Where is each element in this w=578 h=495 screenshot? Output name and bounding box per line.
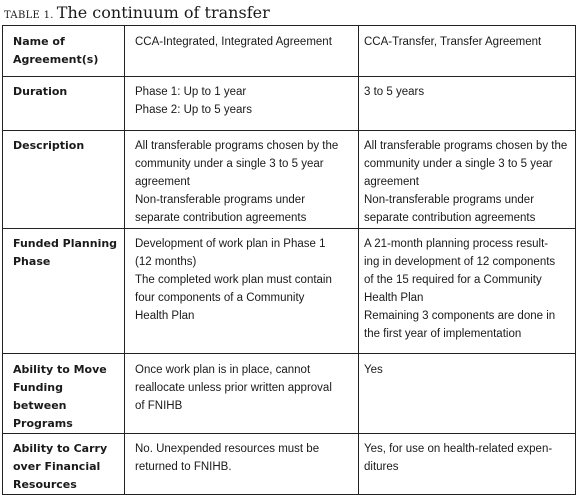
- label-line: Funding between: [13, 381, 67, 412]
- table-row: [3, 229, 576, 354]
- label-line: Resources: [13, 478, 77, 491]
- cell-transfer-carry-over: [359, 434, 576, 495]
- cell-transfer-duration: [359, 77, 576, 131]
- cell-line: Health Plan: [364, 292, 424, 304]
- label-line: Name of: [13, 35, 65, 48]
- cell-line: the first year of implementation: [364, 328, 522, 340]
- cell-transfer-name: [359, 26, 576, 77]
- table-row: [3, 131, 576, 229]
- label-line: Funded Planning: [13, 237, 118, 250]
- table-row: [3, 26, 576, 77]
- cell-integrated-name: [125, 26, 359, 77]
- cell-integrated-description: [125, 131, 359, 229]
- cell-line: Phase 1: Up to 1 year: [135, 86, 247, 98]
- label-line: Programs: [13, 417, 73, 430]
- table-row: [3, 354, 576, 434]
- cell-transfer-move-funding: [359, 354, 576, 434]
- cell-line: Non-transferable programs under: [364, 194, 535, 206]
- cell-line: Phase 2: Up to 5 years: [135, 104, 252, 116]
- label-line: Duration: [13, 85, 68, 98]
- cell-line: separate contribution agreements: [364, 212, 536, 224]
- label-line: Ability to Move: [13, 363, 107, 376]
- cell-line: agreement: [135, 176, 190, 188]
- cell-integrated-planning: [125, 229, 359, 354]
- label-line: Agreement(s): [13, 53, 99, 66]
- cell-line: returned to FNIHB.: [135, 461, 232, 473]
- label-line: Phase: [13, 255, 51, 268]
- cell-line: CCA-Integrated, Integrated Agreement: [135, 36, 332, 48]
- row-label-agreement-name: [3, 26, 125, 77]
- cell-line: ing in development of 12 components: [364, 256, 556, 268]
- cell-line: of the 15 required for a Community: [364, 274, 542, 286]
- cell-line: Once work plan is in place, cannot: [135, 364, 311, 376]
- table-row: [3, 77, 576, 131]
- table-row: [3, 434, 576, 495]
- label-line: Description: [13, 139, 85, 152]
- cell-line: agreement: [364, 176, 419, 188]
- cell-line: All transferable programs chosen by the: [364, 140, 568, 152]
- cell-line: Health Plan: [135, 310, 195, 322]
- cell-line: Development of work plan in Phase 1: [135, 238, 326, 250]
- row-label-funded-planning-phase: [3, 229, 125, 354]
- cell-line: All transferable programs chosen by the: [135, 140, 339, 152]
- label-line: over Financial: [13, 460, 101, 473]
- row-label-duration: [3, 77, 125, 131]
- cell-line: Yes, for use on health-related expen-: [364, 443, 553, 455]
- cell-line: CCA-Transfer, Transfer Agreement: [364, 36, 542, 48]
- transfer-continuum-table: [2, 25, 576, 495]
- cell-line: 3 to 5 years: [364, 86, 425, 98]
- cell-line: The completed work plan must contain: [135, 274, 332, 286]
- cell-line: of FNIHB: [135, 400, 183, 412]
- table-caption: [4, 2, 270, 24]
- cell-line: reallocate unless prior written approval: [135, 382, 332, 394]
- cell-line: community under a single 3 to 5 year: [135, 158, 324, 170]
- cell-line: community under a single 3 to 5 year: [364, 158, 553, 170]
- cell-line: A 21-month planning process result-: [364, 238, 549, 250]
- cell-transfer-description: [359, 131, 576, 229]
- row-label-description: [3, 131, 125, 229]
- table-title: The continuum of transfer: [56, 3, 270, 22]
- cell-line: Non-transferable programs under: [135, 194, 306, 206]
- row-label-carry-over-resources: [3, 434, 125, 495]
- cell-line: (12 months): [135, 256, 197, 268]
- cell-integrated-carry-over: [125, 434, 359, 495]
- cell-integrated-duration: [125, 77, 359, 131]
- cell-line: separate contribution agreements: [135, 212, 307, 224]
- row-label-move-funding: [3, 354, 125, 434]
- cell-line: Remaining 3 components are done in: [364, 310, 556, 322]
- cell-line: No. Unexpended resources must be: [135, 443, 320, 455]
- cell-line: Yes: [364, 364, 383, 376]
- cell-transfer-planning: [359, 229, 576, 354]
- cell-line: four components of a Community: [135, 292, 305, 304]
- table-number: TABLE 1.: [4, 10, 54, 21]
- cell-integrated-move-funding: [125, 354, 359, 434]
- cell-line: ditures: [364, 461, 399, 473]
- label-line: Ability to Carry: [13, 442, 108, 455]
